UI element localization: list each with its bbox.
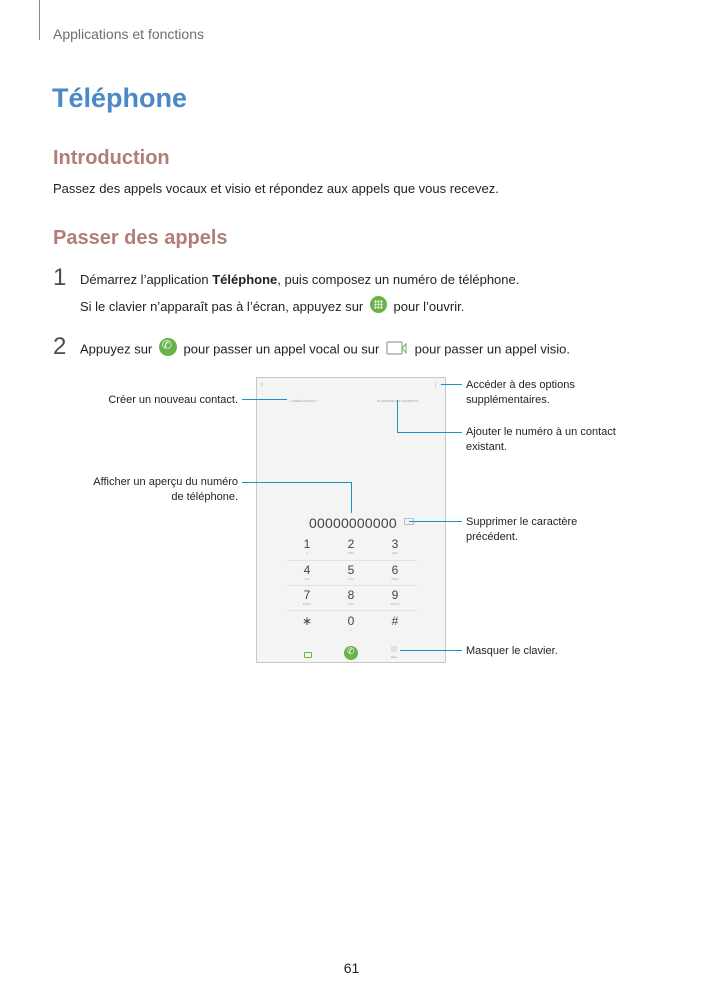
create-contact-button: + CRÉER CONTACT [289, 399, 318, 403]
back-icon: ‹ [261, 382, 263, 388]
key-0: 0 + [347, 614, 355, 632]
step-2-prefix: Appuyez sur [80, 341, 153, 357]
step-1-text-prefix: Démarrez l’application [80, 272, 213, 287]
step-2-suffix: pour passer un appel visio. [414, 341, 570, 357]
callout-add-existing-line-1: Ajouter le numéro à un contact [466, 426, 616, 438]
intro-heading: Introduction [53, 147, 170, 169]
step-1-text-suffix: , puis composez un numéro de téléphone. [277, 272, 520, 287]
callout-options [466, 378, 575, 408]
call-button-icon: ✆ [344, 646, 358, 660]
step-1-line-2 [80, 299, 464, 316]
section-header: Applications et fonctions [53, 26, 204, 42]
step-2-middle: pour passer un appel vocal ou sur [183, 341, 380, 357]
key-hash: # [391, 614, 399, 628]
key-1: 1 ∞ [303, 537, 311, 555]
page-number: 61 [343, 960, 360, 976]
callout-add-existing-line-2: existant. [466, 441, 507, 453]
callout-add-existing [466, 425, 616, 455]
callout-options-line-2: supplémentaires. [466, 394, 550, 406]
step-1-app-name: Téléphone [212, 272, 278, 287]
page-title: Téléphone [52, 83, 188, 113]
callout-delete [466, 515, 577, 545]
keypad-icon [370, 296, 387, 313]
callout-delete-line-2: précédent. [466, 531, 518, 543]
keypad-divider [287, 585, 417, 586]
calls-heading: Passer des appels [53, 227, 228, 249]
add-to-contacts-button: ⊕ AJOUTER AUX CONTACTS [377, 399, 419, 403]
step-2-number: 2 [53, 333, 67, 360]
callout-delete-line-1: Supprimer le caractère [466, 516, 578, 528]
phone-call-icon: ✆ [159, 338, 177, 356]
video-call-icon [386, 340, 408, 356]
key-4: 4 GHI [303, 563, 311, 581]
key-star: ∗ [301, 614, 313, 628]
key-7: 7 PQRS [302, 588, 312, 606]
callout-create-contact: Créer un nouveau contact. [108, 394, 238, 406]
backspace-icon [404, 518, 414, 525]
keypad-divider [287, 560, 417, 561]
step-1-number: 1 [53, 264, 67, 291]
key-2: 2 ABC [347, 537, 355, 555]
hide-keypad-label: Mas. [391, 655, 398, 659]
step-1-line-2-suffix: pour l’ouvrir. [393, 299, 465, 314]
more-options-icon: ⋮ [432, 382, 439, 389]
key-5: 5 JKL [347, 563, 355, 581]
key-3: 3 DEF [391, 537, 399, 555]
callout-preview [60, 475, 238, 505]
intro-text: Passez des appels vocaux et visio et répondez aux appels que vous recevez. [53, 181, 499, 196]
key-8: 8 TUV [347, 588, 355, 606]
step-1-line-2-prefix: Si le clavier n’apparaît pas à l’écran, appuyez sur [80, 299, 364, 314]
key-9: 9 WXYZ [390, 588, 400, 606]
step-2-line [80, 338, 570, 359]
callout-preview-line-1: Afficher un aperçu du numéro [93, 476, 238, 488]
dialed-number: 00000000000 [309, 515, 397, 531]
keypad-divider [287, 610, 417, 611]
video-call-small-icon [304, 652, 312, 658]
dialer-screenshot [256, 377, 446, 663]
header-rule [39, 0, 40, 40]
callout-hide-keypad: Masquer le clavier. [466, 645, 558, 657]
step-1-line-1 [80, 272, 519, 287]
hide-keypad-icon [391, 646, 397, 652]
callout-preview-line-2: de téléphone. [171, 491, 238, 503]
key-6: 6 MNO [391, 563, 399, 581]
callout-options-line-1: Accéder à des options [466, 379, 575, 391]
